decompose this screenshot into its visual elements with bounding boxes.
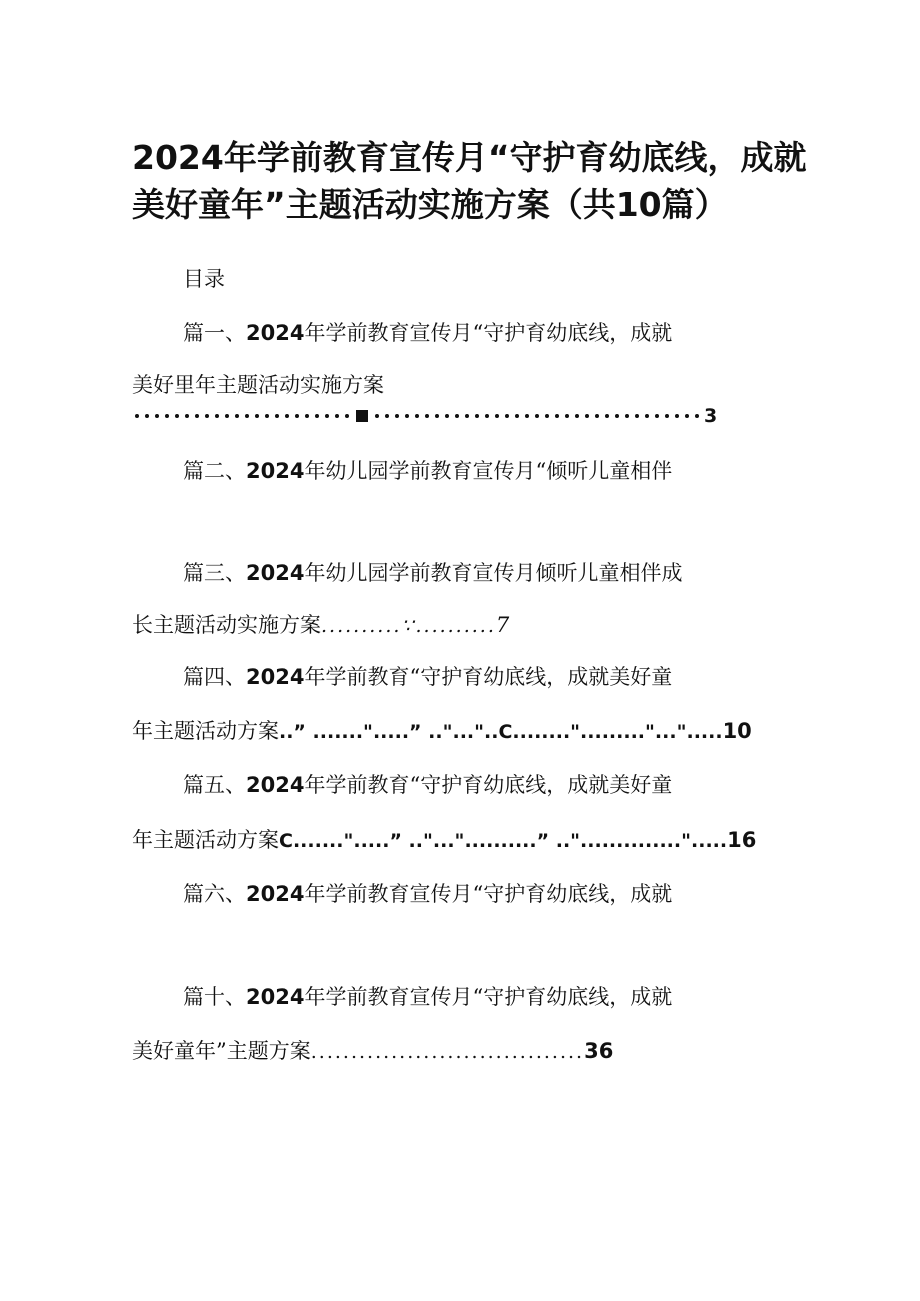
leader-dot	[322, 411, 332, 421]
toc-entry-title: 年学前教育“守护育幼底线，成就美好童	[304, 773, 673, 797]
toc-entry-3-line-1[interactable]	[183, 558, 682, 588]
leader-dot	[542, 411, 552, 421]
document-title-line-2: 美好童年”主题活动实施方案（共10篇）	[132, 185, 728, 224]
toc-entry-title: 年学前教育宣传月“守护育幼底线，成就	[304, 882, 673, 906]
toc-entry-title: 年幼儿园学前教育宣传月“倾听儿童相伴	[304, 459, 673, 483]
leader-dot	[422, 411, 432, 421]
toc-entry-title: 年学前教育“守护育幼底线，成就美好童	[304, 665, 673, 689]
leader-dot	[522, 411, 532, 421]
leader-dot	[502, 411, 512, 421]
leader-dot	[332, 411, 342, 421]
leader-dot	[182, 411, 192, 421]
leader-dot	[552, 411, 562, 421]
leader-dot	[512, 411, 522, 421]
toc-entry-1-line-2[interactable]	[132, 370, 384, 400]
toc-entry-prefix: 篇一、	[183, 321, 246, 345]
leader-dot	[162, 411, 172, 421]
leader-dot	[482, 411, 492, 421]
toc-entry-title-cont: 美好童年”主题方案	[132, 1039, 311, 1063]
toc-entry-6-line-1[interactable]	[183, 879, 672, 909]
leader-dot	[612, 411, 622, 421]
leader-dot	[642, 411, 652, 421]
toc-entry-1-leader[interactable]	[132, 404, 722, 428]
leader-dot	[602, 411, 612, 421]
toc-entry-title-cont: 美好里年主题活动实施方案	[132, 373, 384, 397]
leader-dot	[442, 411, 452, 421]
toc-entry-title-cont: 年主题活动方案	[132, 719, 279, 743]
document-title-line-1: 2024年学前教育宣传月“守护育幼底线，成就	[132, 138, 807, 177]
leader-dot	[242, 411, 252, 421]
leader-dot	[682, 411, 692, 421]
leader-dot	[372, 411, 382, 421]
leader-dot	[592, 411, 602, 421]
toc-entry-3-line-2[interactable]	[132, 610, 509, 641]
leader-dot	[582, 411, 592, 421]
toc-entry-title-cont: 长主题活动实施方案	[132, 613, 321, 637]
leader-dot	[202, 411, 212, 421]
leader-dot	[382, 411, 392, 421]
toc-entry-2-line-1[interactable]	[183, 456, 672, 486]
leader-dot	[532, 411, 542, 421]
toc-entry-prefix: 篇二、	[183, 459, 246, 483]
toc-entry-4-line-2[interactable]	[132, 716, 752, 747]
toc-heading: 目录	[183, 267, 225, 291]
toc-entry-year: 2024	[246, 321, 305, 345]
dot-leader: C.......".....” .."..."..........” .."..............".....	[279, 830, 728, 852]
toc-entry-prefix: 篇三、	[183, 561, 246, 585]
dot-leader: ..” .......".....” .."..."..C........"........."...".....	[279, 721, 723, 743]
toc-entry-year: 2024	[246, 561, 305, 585]
leader-dot	[302, 411, 312, 421]
toc-entry-5-line-2[interactable]	[132, 825, 756, 856]
leader-dot	[252, 411, 262, 421]
toc-entry-title: 年学前教育宣传月“守护育幼底线，成就	[304, 985, 673, 1009]
leader-dot	[402, 411, 412, 421]
dot-leader: ..................................	[310, 1041, 585, 1063]
leader-dot	[212, 411, 222, 421]
toc-entry-prefix: 篇五、	[183, 773, 246, 797]
leader-dot	[432, 411, 442, 421]
leader-dot	[572, 411, 582, 421]
leader-dot	[392, 411, 402, 421]
leader-dot	[222, 411, 232, 421]
toc-entry-prefix: 篇六、	[183, 882, 246, 906]
leader-dot	[172, 411, 182, 421]
leader-dot	[142, 411, 152, 421]
toc-entry-title: 年学前教育宣传月“守护育幼底线，成就	[304, 321, 673, 345]
leader-dot	[262, 411, 272, 421]
toc-entry-prefix: 篇十、	[183, 985, 246, 1009]
toc-entry-1-line-1[interactable]	[183, 318, 672, 348]
square-mark-icon	[356, 410, 368, 422]
toc-entry-year: 2024	[246, 459, 305, 483]
toc-entry-10-line-1[interactable]	[183, 982, 672, 1012]
toc-entry-page: 36	[584, 1039, 614, 1063]
toc-entry-year: 2024	[246, 985, 305, 1009]
leader-dot	[342, 411, 352, 421]
leader-dot	[672, 411, 682, 421]
leader-dot	[152, 411, 162, 421]
toc-entry-10-line-2[interactable]	[132, 1036, 613, 1067]
leader-dot	[292, 411, 302, 421]
leader-dot	[192, 411, 202, 421]
toc-entry-title-cont: 年主题活动方案	[132, 828, 279, 852]
leader-dot	[312, 411, 322, 421]
toc-entry-year: 2024	[246, 882, 305, 906]
leader-dot	[562, 411, 572, 421]
dot-leader	[372, 411, 702, 421]
toc-entry-year: 2024	[246, 773, 305, 797]
toc-entry-page: 3	[704, 405, 718, 427]
leader-dot	[692, 411, 702, 421]
toc-entry-year: 2024	[246, 665, 305, 689]
leader-dot	[492, 411, 502, 421]
leader-dot	[272, 411, 282, 421]
leader-dot	[282, 411, 292, 421]
leader-dot	[412, 411, 422, 421]
leader-dot	[472, 411, 482, 421]
toc-entry-4-line-1[interactable]	[183, 662, 672, 692]
leader-dot	[622, 411, 632, 421]
leader-dot	[462, 411, 472, 421]
toc-entry-page: 10	[722, 719, 752, 743]
leader-dot	[652, 411, 662, 421]
leader-dot	[232, 411, 242, 421]
toc-entry-title: 年幼儿园学前教育宣传月倾听儿童相伴成	[304, 561, 683, 585]
toc-entry-5-line-1[interactable]	[183, 770, 672, 800]
leader-dot	[632, 411, 642, 421]
leader-dot	[662, 411, 672, 421]
dot-leader	[132, 411, 352, 421]
leader-dot	[132, 411, 142, 421]
toc-entry-prefix: 篇四、	[183, 665, 246, 689]
toc-entry-page: 7	[495, 613, 510, 637]
toc-entry-page: 16	[727, 828, 757, 852]
dot-leader: ..........∵..........	[321, 615, 496, 637]
leader-dot	[452, 411, 462, 421]
